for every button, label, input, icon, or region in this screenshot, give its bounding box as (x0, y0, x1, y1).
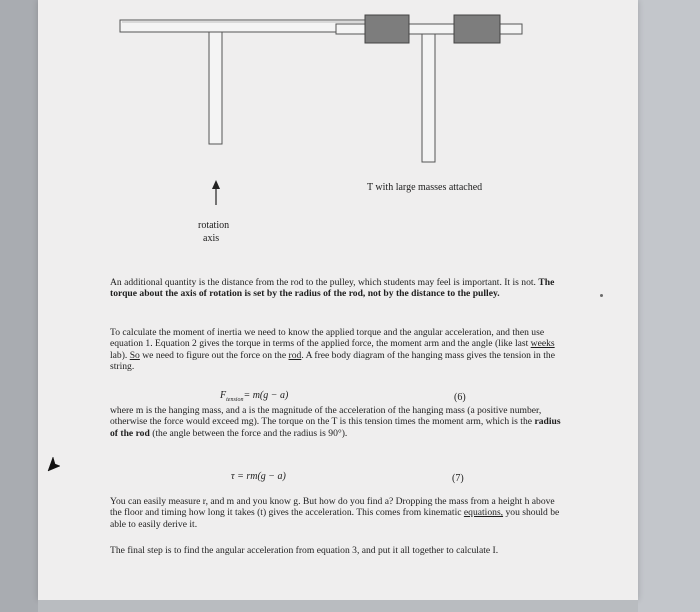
underlined-rod: rod (288, 349, 302, 361)
equation-6-rhs: = m(g − a) (243, 390, 289, 401)
underlined-so: So (129, 349, 140, 361)
paragraph-hanging-text-b: (the angle between the force and the radius is 90°). (149, 427, 348, 439)
equation-7: τ = rm(g − a) (231, 471, 286, 482)
right-t-rod (422, 34, 435, 162)
paragraph-accel-text-a: You can easily measure r, and m and you know g. But how do you find a? Dropping the mass from a height h above the floor and timing how long it takes (t) gives the acceleration. This comes from kinematic (110, 496, 555, 519)
screen-left-edge (0, 0, 38, 612)
caption-t-with-masses: T with large masses attached (367, 182, 483, 193)
screen-right-edge (630, 0, 700, 612)
equation-6-subscript: tension (226, 397, 244, 403)
paragraph-final-step: The final step is to find the angular acceleration from equation 3, and put it all together to calculate I. (110, 545, 499, 556)
t-apparatus-diagram (38, 0, 638, 260)
bottom-shadow-strip (38, 600, 638, 612)
underlined-equations: equations, (463, 507, 504, 519)
paragraph-distance-note (110, 277, 565, 300)
document-page (38, 0, 638, 600)
paragraph-moi-text-b: lab). (110, 349, 130, 361)
paragraph-hanging-bold: radius of the rod (110, 416, 561, 439)
paragraph-moi-text-a: To calculate the moment of inertia we need to know the applied torque and the angular acceleration, and then use equation 1. Equation 2 gives the torque in terms of the applied force, the moment arm and the angle (like last (110, 327, 545, 350)
caption-axis: axis (203, 233, 220, 244)
equation-6 (220, 390, 288, 403)
paragraph-distance-bold: The torque about the axis of rotation is set by the radius of the rod, not by the distance to the pulley. (110, 277, 555, 300)
paragraph-moi-text-c: we need to figure out the force on the (139, 349, 289, 361)
paragraph-moi-text-d: . A free body diagram of the hanging mass gives the tension in the string. (110, 349, 555, 373)
underlined-weeks: weeks (530, 338, 555, 350)
left-t-rod (209, 32, 222, 144)
paragraph-accel-text-b: you should be able to easily derive it. (110, 507, 560, 530)
paragraph-distance-text: An additional quantity is the distance from the rod to the pulley, which students may feel is important. It is not. (110, 277, 539, 288)
equation-7-number: (7) (452, 473, 464, 484)
rotation-arrow-head (212, 180, 220, 189)
right-mass-block (454, 15, 500, 43)
paragraph-hanging-mass (110, 405, 565, 439)
left-mass-block (365, 15, 409, 43)
mouse-pointer-icon (47, 456, 61, 472)
caption-rotation: rotation (198, 220, 230, 231)
paragraph-hanging-text-a: where m is the hanging mass, and a is the magnitude of the acceleration of the hanging mass (a positive number, otherwise the force would exceed mg). The torque on the T is this tension times the moment arm, which is the (110, 405, 542, 428)
equation-6-number: (6) (454, 392, 466, 403)
paragraph-find-acceleration (110, 496, 565, 530)
margin-dot (600, 294, 603, 297)
paragraph-moment-of-inertia (110, 327, 565, 373)
equation-6-lhs: F (220, 390, 227, 401)
